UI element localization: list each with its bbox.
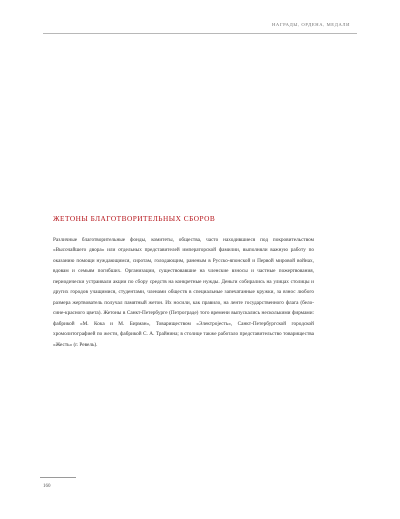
running-head: НАГРАДЫ, ОРДЕНА, МЕДАЛИ [272, 22, 350, 27]
footer-rule [40, 477, 76, 478]
page-number: 160 [43, 484, 51, 489]
body-paragraph: Различные благотворительные фонды, комитеты, общества, часто находившиеся под покровительством «Высочайшего двора» или отдельных представителей императорской фамилии, выполняли важную работу по оказанию помощи нуждающимся, сиротам, голодающим, раненым в Русско-японской и Первой мировой войнах, вдовам и семьям погибших. Организации, существовавшие на членские взносы и частные пожертвования, периодически устраивали акции по сбору средств на конкретные нужды. Деньги собирались на улицах столицы и других городов учащимися, студентами, членами обществ в специальные запечатанные кружки, за взнос любого размера жертвователь получал памятный жетон. Их носили, как правило, на ленте государственного флага (бело-сине-красного цвета). Жетоны в Санкт-Петербурге (Петрограде) того времени выпускались несколькими фирмами: фабрикой «М. Кока и М. Бирман», Товариществом «Электроjесть», Санкт-Петербургской городской хромолитографией по жести, фабрикой С. А. Трайнина; в столице также работало представительство товарищества «Жесть» (г. Ревель). [53, 237, 314, 348]
header-rule [43, 33, 357, 34]
section-title: ЖЕТОНЫ БЛАГОТВОРИТЕЛЬНЫХ СБОРОВ [53, 214, 216, 223]
